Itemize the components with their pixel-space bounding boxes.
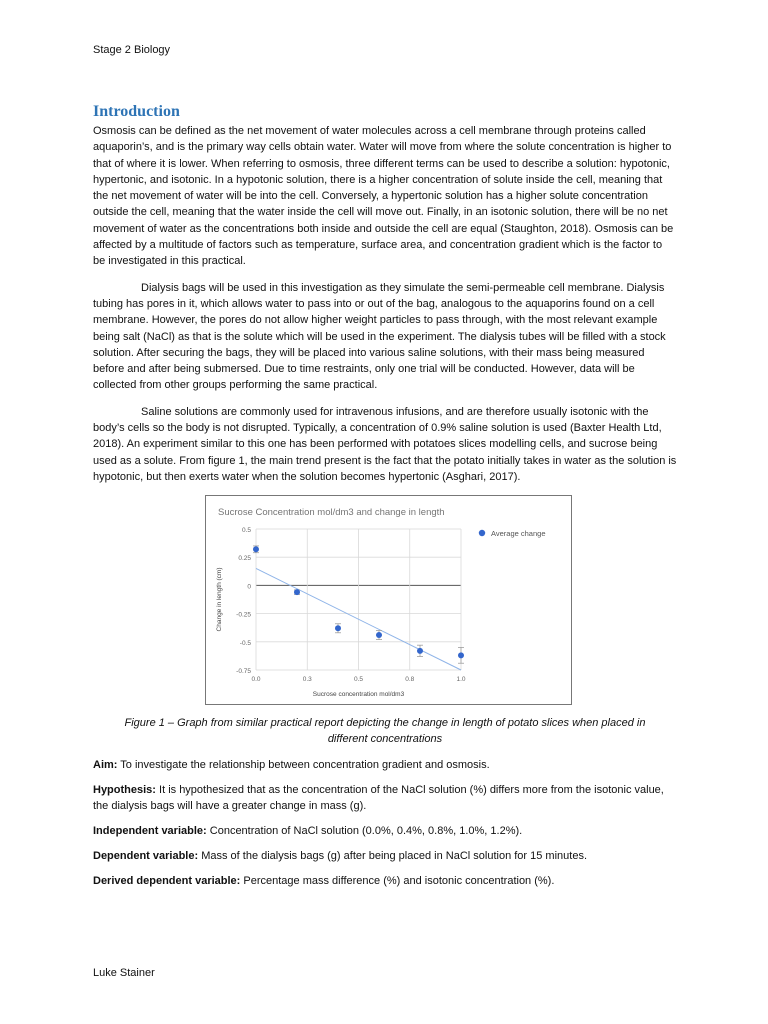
figure-caption: Figure 1 – Graph from similar practical report depicting the change in length of potato slices when placed in different concentrations [124,717,646,746]
x-tick-label: 1.0 [456,676,466,684]
data-point [294,589,300,595]
chart-title: Sucrose Concentration mol/dm3 and change in length [218,507,445,519]
section-heading: Introduction [93,103,180,120]
data-point [417,648,423,654]
legend-label: Average change [491,529,546,539]
data-point [376,632,382,638]
document-body [93,103,677,898]
intro-paragraph-1: Osmosis can be defined as the net movement of water molecules across a cell membrane through proteins called aquaporin’s, and is the primary way cells obtain water. Water will move from where the solute concentration is higher to that of where it is lower. When referring to osmosis, three different terms can be used to describe a solution: hypotonic, hypertonic, and isotonic. In a hypotonic solution, there is a higher concentration of solute inside the cell, meaning that the net movement of water will be into the cell. Conversely, a hypertonic solution has a higher solute concentration outside the cell, meaning that the water inside the cell will move out. Finally, in an isotonic solution, there will be no net movement of water as the concentrations both inside and outside the cell are equal (Staughton, 2018). Osmosis can be affected by a multitude of factors such as temperature, surface area, and concentration gradient which is the factor to be investigated in this practical. [93,125,674,268]
y-tick-label: -0.5 [239,640,251,648]
aim-label: Aim: [93,759,118,772]
dependent-variable-text: Mass of the dialysis bags (g) after being placed in NaCl solution for 15 minutes. [198,850,588,863]
intro-paragraph-2: Dialysis bags will be used in this investigation as they simulate the semi-permeable cell membrane. Dialysis tubing has pores in it, which allows water to pass into or out of the bag, analogous to the aquaporins found on a cell membrane. However, the pores do not allow higher weight particles to pass through, with the most relevant example being salt (NaCl) as that is the solute which will be used in the experiment. The dialysis tubes will be filled with a stock solution. After securing the bags, they will be placed into various saline solutions, with their mass being measured before and after being submersed. Due to time restraints, only one trial will be conducted. However, data will be collected from other groups performing the same practical. [93,281,666,392]
derived-dependent-variable-line [93,873,677,889]
independent-variable-text: Concentration of NaCl solution (0.0%, 0.4%, 0.8%, 1.0%, 1.2%). [206,825,523,838]
x-axis-label: Sucrose concentration mol/dm3 [312,691,405,699]
aim-line [93,757,677,773]
derived-dependent-variable-label: Derived dependent variable: [93,875,241,888]
aim-text: To investigate the relationship between concentration gradient and osmosis. [117,759,490,772]
y-tick-label: 0.25 [238,555,251,563]
hypothesis-label: Hypothesis: [93,784,156,797]
legend-marker [479,530,485,536]
y-tick-label: 0.5 [241,527,251,535]
independent-variable-line [93,823,677,839]
derived-dependent-variable-text: Percentage mass difference (%) and isotonic concentration (%). [240,875,555,888]
dependent-variable-line [93,848,677,864]
data-point [458,653,464,659]
y-tick-label: -0.25 [236,611,251,619]
page-footer: Luke Stainer [93,967,155,979]
page-header: Stage 2 Biology [93,44,171,56]
independent-variable-label: Independent variable: [93,825,207,838]
hypothesis-line [93,782,677,814]
figure-chart [205,495,572,705]
x-tick-label: 0.0 [251,676,261,684]
y-tick-label: 0 [247,583,251,591]
data-point [253,547,259,553]
scatter-chart [206,496,571,704]
x-tick-label: 0.8 [405,676,415,684]
y-tick-label: -0.75 [236,668,251,676]
dependent-variable-label: Dependent variable: [93,850,199,863]
y-axis-label: Change in length (cm) [216,567,223,632]
x-tick-label: 0.3 [302,676,312,684]
hypothesis-text: It is hypothesized that as the concentration of the NaCl solution (%) differs more from the isotonic value, the dialysis bags will have a greater change in mass (g). [93,784,664,813]
data-point [335,625,341,631]
intro-paragraph-3: Saline solutions are commonly used for intravenous infusions, and are therefore usually isotonic with the body’s cells so the body is not disrupted. Typically, a concentration of 0.9% saline solution is used (Baxter Health Ltd, 2018). An experiment similar to this one has been performed with potatoes slices modelling cells, and sucrose being used as a solute. From figure 1, the main trend present is the fact that the potato initially takes in water as the solution is hypotonic, but then exerts water when the solution becomes hypertonic (Asghari, 2017). [93,405,677,483]
x-tick-label: 0.5 [353,676,364,684]
